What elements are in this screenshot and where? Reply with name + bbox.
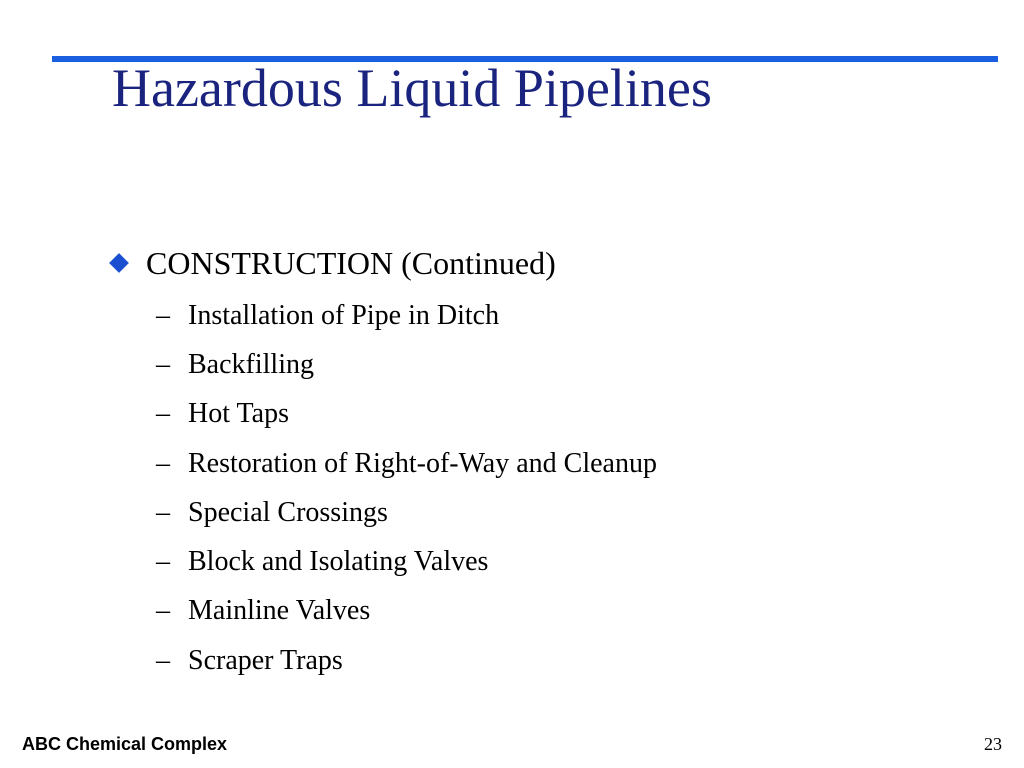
sub-bullet-item [156, 636, 657, 685]
sub-bullet-item [156, 340, 657, 389]
sub-bullet-text: Block and Isolating Valves [188, 546, 489, 578]
sub-bullet-text: Restoration of Right-of-Way and Cleanup [188, 447, 657, 479]
page-number: 23 [984, 734, 1002, 754]
sub-bullet-text: Installation of Pipe in Ditch [188, 299, 500, 331]
main-bullet-text: CONSTRUCTION (Continued) [146, 245, 556, 281]
dash-marker: – [156, 299, 170, 331]
dash-marker: – [156, 447, 170, 479]
sub-bullet-text: Backfilling [188, 348, 314, 380]
sub-bullet-text: Scraper Traps [188, 644, 343, 676]
sub-bullet-item [156, 537, 657, 586]
slide-title: Hazardous Liquid Pipelines [112, 58, 712, 118]
dash-marker: – [156, 348, 170, 380]
dash-marker: – [156, 398, 170, 430]
dash-marker: – [156, 644, 170, 676]
sub-bullet-item [156, 587, 657, 636]
sub-bullet-item [156, 291, 657, 340]
dash-marker: – [156, 546, 170, 578]
sub-bullet-text: Mainline Valves [188, 595, 371, 627]
footer-organization: ABC Chemical Complex [22, 734, 228, 754]
sub-bullet-item [156, 439, 657, 488]
sub-bullet-text: Special Crossings [188, 496, 388, 528]
dash-marker: – [156, 496, 170, 528]
main-bullet [108, 243, 556, 283]
dash-marker: – [156, 595, 170, 627]
sub-bullet-item [156, 488, 657, 537]
sub-bullet-item [156, 390, 657, 439]
sub-bullet-text: Hot Taps [188, 398, 289, 430]
diamond-bullet-icon [109, 253, 129, 273]
sub-bullet-list [156, 291, 657, 685]
